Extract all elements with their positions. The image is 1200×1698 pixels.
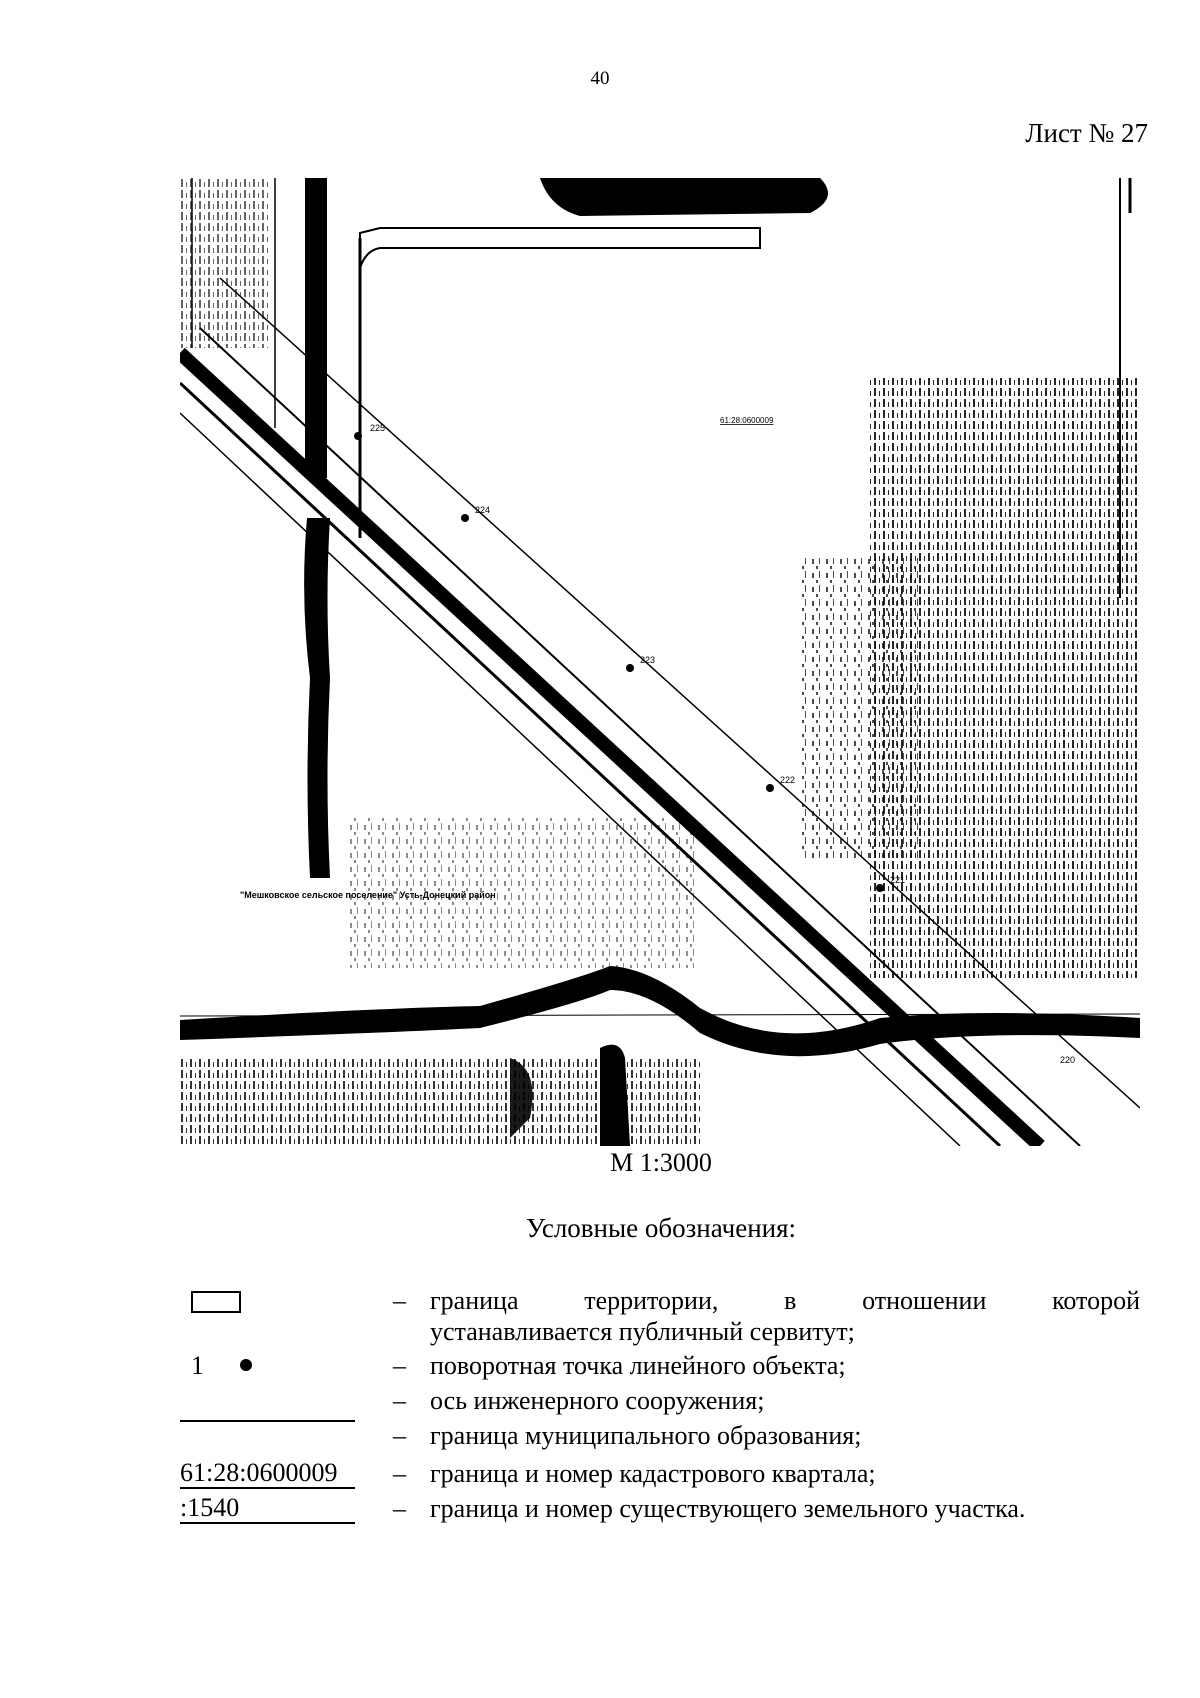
page-number: 40 — [590, 68, 610, 89]
map-drawing — [180, 178, 1140, 1146]
point-223 — [626, 664, 634, 672]
legend-text: граница муниципального образования; — [430, 1421, 862, 1450]
building-top — [540, 178, 828, 216]
legend-dash: – — [393, 1286, 406, 1315]
map-image — [180, 178, 1140, 1146]
point-icon — [240, 1359, 252, 1371]
boundary-top — [360, 228, 760, 268]
scale-label: М 1:3000 — [610, 1148, 712, 1177]
legend-symbol — [180, 1285, 355, 1316]
texture-center — [800, 558, 920, 858]
legend-text: ось инженерного сооружения; — [430, 1386, 765, 1415]
rectangle-icon — [191, 1291, 241, 1313]
label-220: 220 — [1060, 1055, 1076, 1065]
point-222 — [766, 784, 774, 792]
legend-symbol — [180, 1493, 355, 1524]
label-224: 224 — [475, 505, 491, 515]
legend-text-line2: устанавливается публичный сервитут; — [430, 1317, 855, 1346]
road-vertical-upper — [305, 178, 327, 478]
legend-symbol — [180, 1420, 355, 1451]
point-221 — [876, 884, 884, 892]
line-icon — [180, 1420, 355, 1422]
texture-nw — [180, 178, 270, 348]
legend-text: поворотная точка линейного объекта; — [430, 1351, 846, 1380]
point-224 — [461, 514, 469, 522]
label-222: 222 — [780, 775, 796, 785]
label-221: 221 — [890, 875, 906, 885]
legend-dash: – — [393, 1421, 406, 1450]
road-vertical-lower — [304, 518, 330, 878]
legend-item-servitude — [180, 1285, 1140, 1347]
road-horizontal — [180, 966, 1140, 1056]
legend-text-line1: граница территории, в отношении которой — [430, 1286, 1140, 1315]
parcel-number-sample: :1540 — [180, 1493, 355, 1524]
point-number: 1 — [191, 1351, 204, 1380]
legend-dash: – — [393, 1459, 406, 1488]
sheet-label: Лист № 27 — [1025, 118, 1148, 148]
legend-dash: – — [393, 1351, 406, 1380]
label-municipal: "Мешковское сельское поселение" Усть-Донецкий район — [240, 890, 496, 900]
label-225: 225 — [370, 423, 386, 433]
legend-title: Условные обозначения: — [525, 1213, 797, 1243]
legend-dash: – — [393, 1386, 406, 1415]
legend-symbol — [180, 1350, 355, 1381]
legend-text: граница и номер кадастрового квартала; — [430, 1459, 876, 1488]
legend-dash: – — [393, 1494, 406, 1523]
label-223: 223 — [640, 655, 656, 665]
legend-text: граница и номер существующего земельного участка. — [430, 1494, 1026, 1523]
legend-symbol — [180, 1458, 355, 1489]
point-225 — [354, 432, 362, 440]
cadastral-number-sample: 61:28:0600009 — [180, 1458, 355, 1489]
label-cadastral: 61:28:0600009 — [720, 416, 774, 425]
